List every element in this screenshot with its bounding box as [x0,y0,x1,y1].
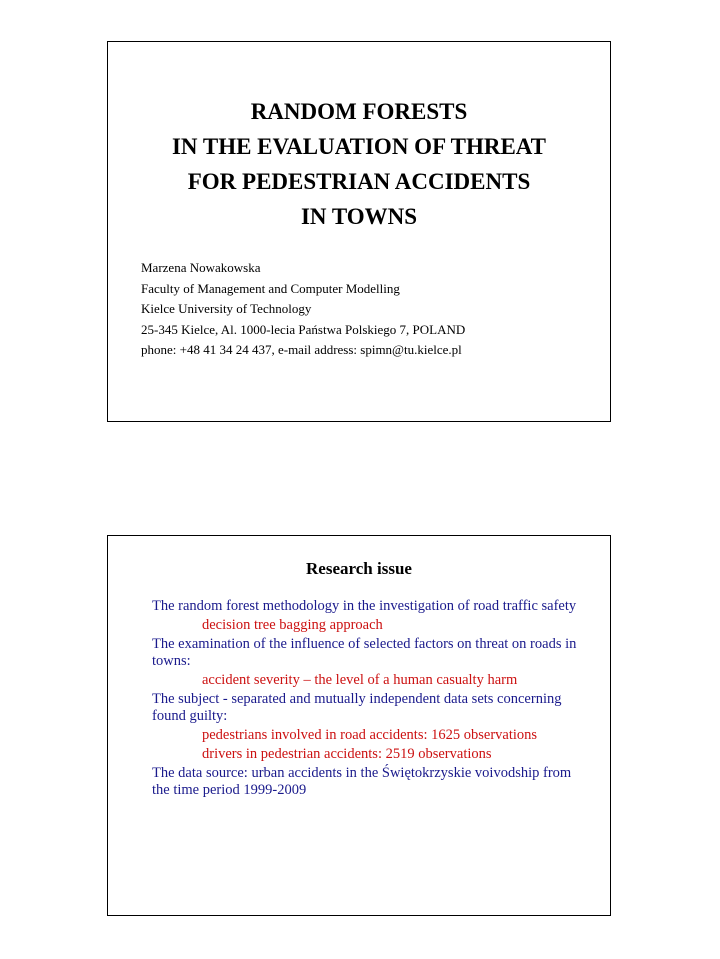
author-address: 25-345 Kielce, Al. 1000-lecia Państwa Polskiego 7, POLAND [141,321,466,337]
title-line: IN THE EVALUATION OF THREAT [171,134,547,159]
slide-content [152,598,592,801]
list-item [152,765,592,799]
list-item [152,691,592,763]
sub-point-text: decision tree bagging approach [202,617,383,633]
list-item [152,598,592,634]
research-issue-slide [107,535,611,916]
author-info [141,258,465,361]
sub-point-text: pedestrians involved in road accidents: 1625 observations [202,727,538,743]
title-slide [107,41,611,422]
point-text: The examination of the influence of selected factors on threat on roads in towns: [152,636,577,669]
point-text: The subject - separated and mutually independent data sets concerning found guilty: [152,691,562,724]
point-text: The data source: urban accidents in the Świętokrzyskie voivodship from the time period 1999-2009 [152,765,572,798]
author-name: Marzena Nowakowska [141,260,261,275]
author-faculty: Faculty of Management and Computer Modelling [141,280,400,296]
title-line: RANDOM FORESTS [250,99,468,124]
slide-heading: Research issue [306,559,412,578]
title-line: FOR PEDESTRIAN ACCIDENTS [187,169,531,194]
author-contact: phone: +48 41 34 24 437, e-mail address: spimn@tu.kielce.pl [141,342,462,357]
author-university: Kielce University of Technology [141,301,312,316]
sub-point-text: drivers in pedestrian accidents: 2519 observations [202,746,492,762]
point-text: The random forest methodology in the investigation of road traffic safety [152,598,577,614]
title-line: IN TOWNS [300,204,418,229]
sub-point-text: accident severity – the level of a human casualty harm [202,672,518,688]
list-item [152,636,592,689]
paper-title [108,94,610,234]
